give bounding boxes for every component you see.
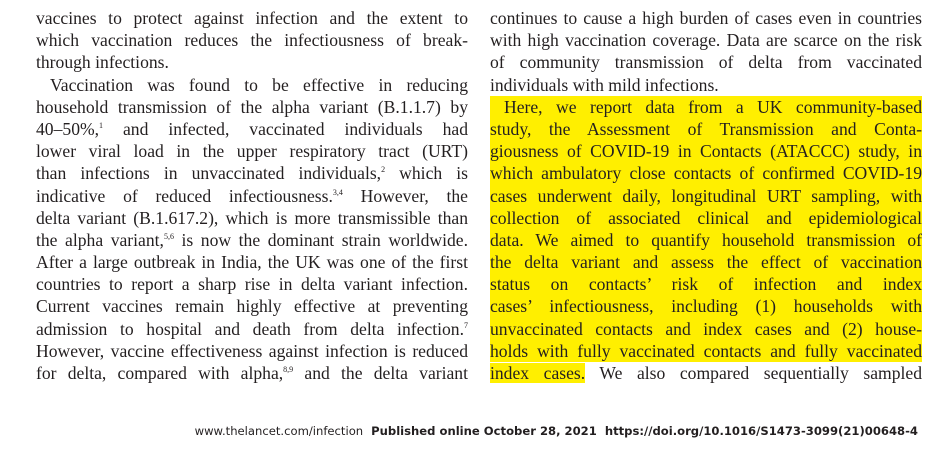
line-text: and the delta variant	[293, 363, 468, 383]
line-text: which is	[385, 163, 468, 184]
highlighted-line: cases’ infectiousness, including (1) households with	[490, 296, 922, 317]
line-text: than infections in unvaccinated individuals,	[36, 163, 382, 184]
reference-superscript: 3,4	[332, 187, 343, 197]
highlighted-line: study, the Assessment of Transmission and Conta-	[490, 118, 922, 139]
text-line: Vaccination was found to be effective in reducing	[50, 74, 468, 95]
journal-site: www.thelancet.com/infection	[194, 424, 364, 438]
text-line: of community transmission of delta from vaccinated	[490, 52, 922, 73]
reference-superscript: 1	[99, 120, 104, 130]
text-line: After a large outbreak in India, the UK was one of the first	[36, 252, 468, 273]
text-line	[36, 318, 468, 340]
highlighted-text: index cases.	[490, 363, 586, 383]
line-text: is now the dominant strain worldwide.	[173, 229, 468, 250]
highlighted-line: data. We aimed to quantify household transmission of	[490, 229, 922, 250]
text-line	[490, 362, 922, 384]
line-text: 40–50%,	[36, 118, 100, 139]
text-line	[36, 185, 468, 207]
text-line: household transmission of the alpha variant (B.1.1.7) by	[36, 96, 468, 117]
doi: https://doi.org/10.1016/S1473-3099(21)00648-4	[604, 424, 918, 438]
text-line: continues to cause a high burden of cases even in countries	[490, 8, 922, 28]
right-column	[490, 7, 922, 384]
highlighted-line: Here, we report data from a UK community-based	[490, 96, 922, 118]
text-line: lower viral load in the upper respiratory tract (URT)	[36, 141, 468, 162]
line-text: indicative of reduced infectiousness.	[36, 185, 333, 206]
line-text: We also compared sequentially sampled	[585, 363, 922, 383]
highlighted-line: status on contacts’ risk of infection and index	[490, 274, 922, 295]
highlighted-line: cases underwent daily, longitudinal URT sampling, with	[490, 185, 922, 206]
text-line: delta variant (B.1.617.2), which is more transmissible than	[36, 207, 468, 228]
text-line	[36, 118, 468, 140]
highlighted-line: the delta variant and assess the effect of vaccination	[490, 252, 922, 273]
highlighted-line: holds with fully vaccinated contacts and fully vaccinated	[490, 340, 922, 361]
text-line	[36, 229, 468, 251]
line-text: admission to hospital and death from delta infection.	[36, 318, 464, 339]
text-line: individuals with mild infections.	[490, 74, 719, 95]
text-line	[36, 162, 468, 184]
reference-superscript: 2	[381, 165, 386, 175]
page-footer	[0, 424, 918, 438]
line-text: for delta, compared with alpha,	[36, 363, 284, 383]
reference-superscript: 5,6	[163, 231, 174, 241]
text-line: However, vaccine effectiveness against infection is reduced	[36, 340, 468, 361]
text-line: through infections.	[36, 52, 169, 73]
reference-superscript: 8,9	[283, 365, 294, 374]
highlighted-line: unvaccinated contacts and index cases and (2) house-	[490, 318, 922, 339]
text-line	[36, 362, 468, 384]
text-line: countries to report a sharp rise in delta variant infection.	[36, 274, 468, 295]
line-text: and infected, vaccinated individuals had	[103, 118, 468, 139]
line-text: the alpha variant,	[36, 229, 164, 250]
left-column	[36, 7, 468, 384]
line-text: However, the	[342, 185, 468, 206]
highlighted-line: giousness of COVID-19 in Contacts (ATACCC) study, in	[490, 141, 922, 162]
highlighted-line: collection of associated clinical and epidemiological	[490, 207, 922, 228]
text-line: vaccines to protect against infection and the extent to	[36, 8, 468, 28]
text-line: Current vaccines remain highly effective at preventing	[36, 296, 468, 317]
text-line: with high vaccination coverage. Data are scarce on the risk	[490, 30, 922, 51]
highlighted-line: which ambulatory close contacts of confirmed COVID-19	[490, 163, 922, 184]
text-line: which vaccination reduces the infectiousness of break-	[36, 30, 468, 51]
reference-superscript: 7	[464, 320, 468, 330]
published-date: Published online October 28, 2021	[371, 424, 597, 438]
